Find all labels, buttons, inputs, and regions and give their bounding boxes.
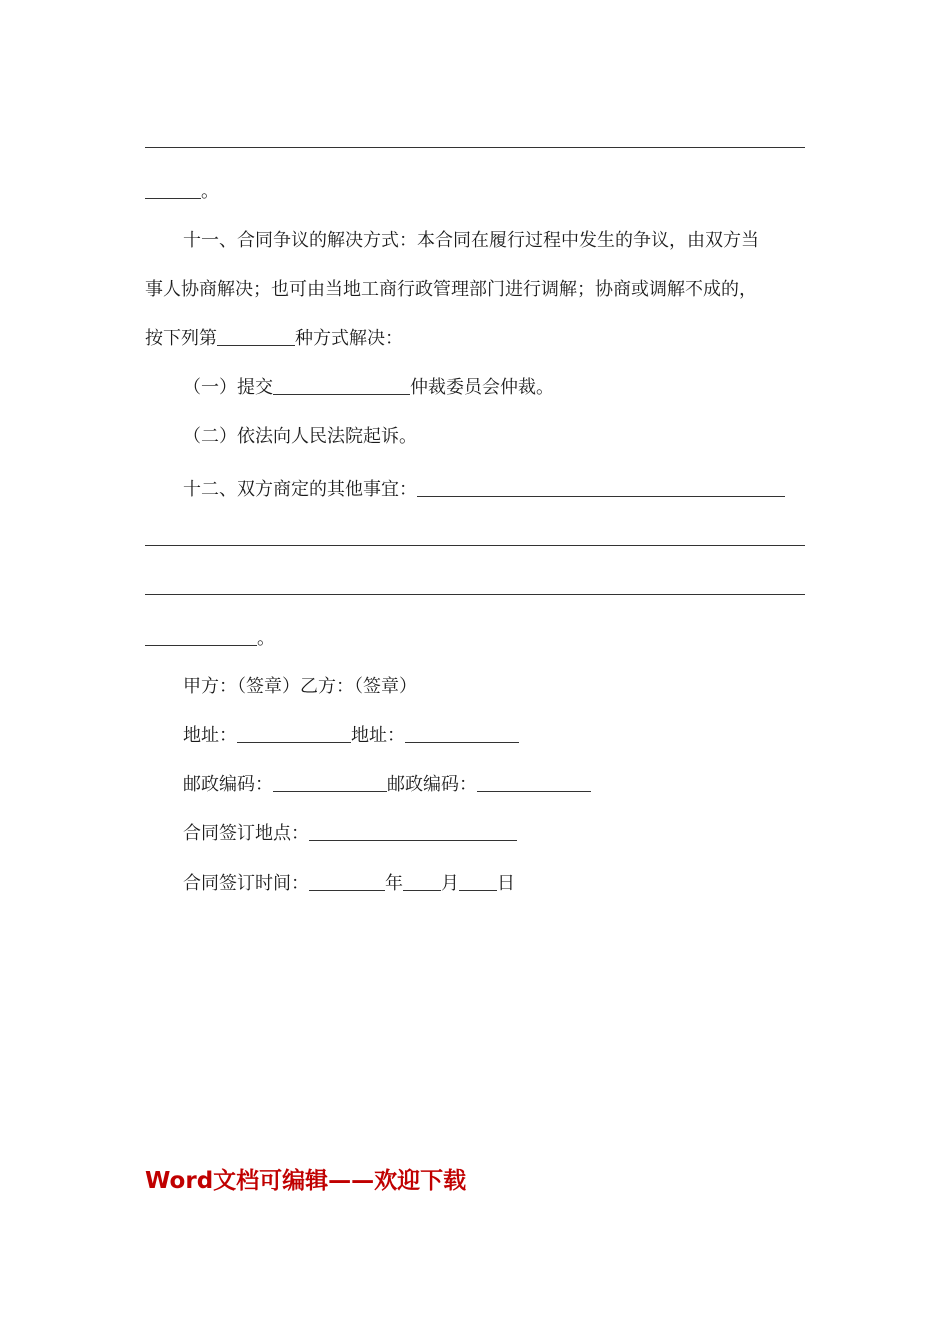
blank-field[interactable] [237, 724, 351, 743]
blank-field[interactable] [217, 327, 295, 346]
postal-line [183, 773, 591, 797]
period: 。 [201, 181, 219, 202]
blank-field[interactable] [405, 724, 519, 743]
time-label: 合同签订时间： [183, 873, 309, 894]
address-label: 地址： [183, 725, 237, 746]
clause-11-line-1 [183, 229, 759, 253]
address-label: 地址： [351, 725, 405, 746]
blank-field[interactable] [309, 872, 385, 891]
place-label: 合同签订地点： [183, 823, 309, 844]
blank-field[interactable] [273, 773, 387, 792]
option-1-text: 仲裁委员会仲裁。 [410, 377, 554, 398]
clause-12-end [145, 627, 275, 651]
time-line [183, 872, 515, 896]
month-label: 月 [441, 873, 459, 894]
period: 。 [257, 628, 275, 649]
option-1 [183, 376, 554, 400]
option-1-text: （一）提交 [183, 377, 273, 398]
clause-11-text: 事人协商解决；也可由当地工商行政管理部门进行调解；协商或调解不成的， [145, 279, 757, 300]
clause-11-text: 按下列第 [145, 328, 217, 349]
postal-label: 邮政编码： [183, 774, 273, 795]
clause-12 [183, 478, 785, 502]
blank-field[interactable] [145, 180, 201, 199]
clause-12-text: 十二、双方商定的其他事宜： [183, 479, 417, 500]
option-2 [183, 425, 417, 449]
blank-field[interactable] [403, 872, 441, 891]
blank-field[interactable] [309, 822, 517, 841]
blank-field[interactable] [417, 478, 785, 497]
address-line [183, 724, 519, 748]
blank-rule [145, 147, 805, 148]
option-2-text: （二）依法向人民法院起诉。 [183, 426, 417, 447]
blank-field[interactable] [477, 773, 591, 792]
year-label: 年 [385, 873, 403, 894]
clause-11-text: 十一、合同争议的解决方式：本合同在履行过程中发生的争议，由双方当 [183, 230, 759, 251]
blank-field[interactable] [273, 376, 410, 395]
postal-label: 邮政编码： [387, 774, 477, 795]
continuation-line [145, 180, 219, 204]
signature-line [183, 675, 417, 699]
clause-11-text: 种方式解决： [295, 328, 403, 349]
blank-field[interactable] [145, 627, 257, 646]
blank-rule [145, 594, 805, 595]
signature-text: 甲方：（签章）乙方：（签章） [183, 676, 417, 697]
blank-field[interactable] [459, 872, 497, 891]
place-line [183, 822, 517, 846]
blank-rule [145, 545, 805, 546]
clause-11-line-2 [145, 278, 757, 302]
clause-11-line-3 [145, 327, 403, 351]
day-label: 日 [497, 873, 515, 894]
footer-banner: Word文档可编辑——欢迎下载 [145, 1168, 467, 1194]
